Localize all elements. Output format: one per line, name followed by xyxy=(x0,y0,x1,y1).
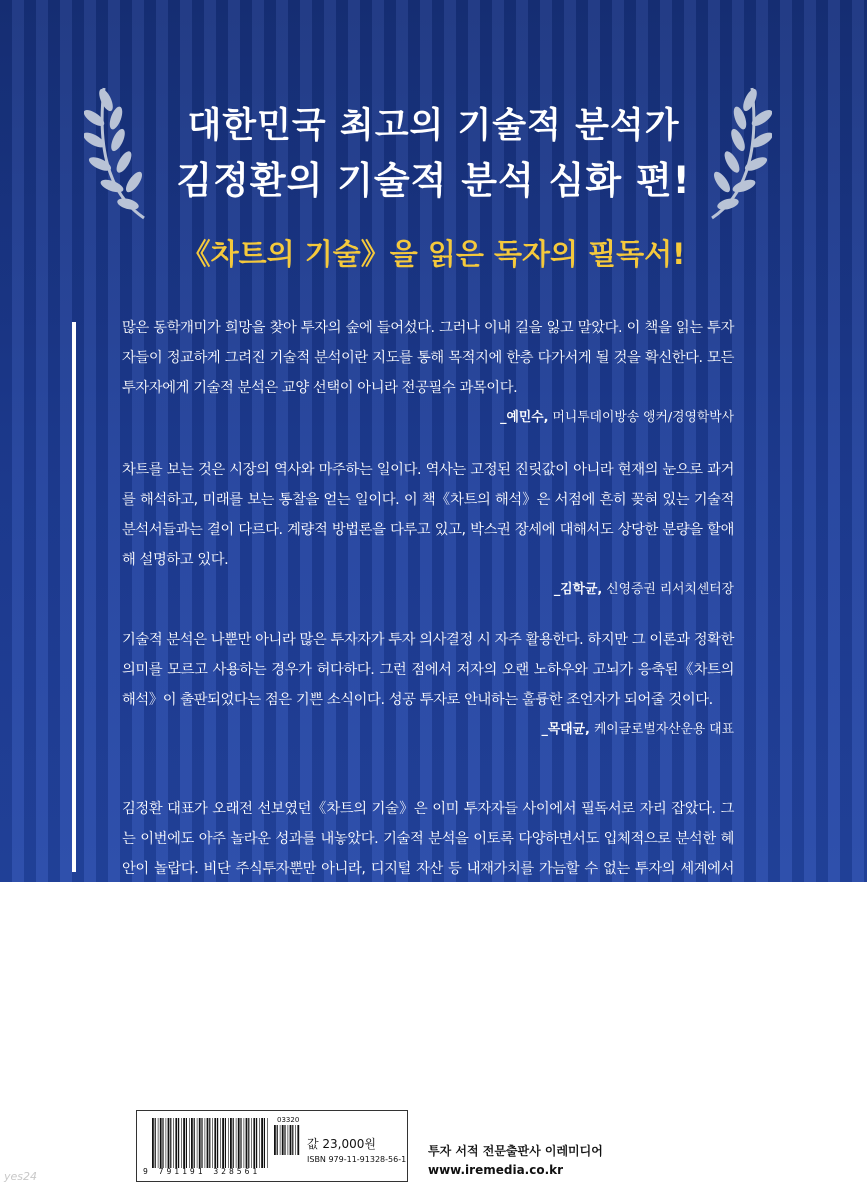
quote-attribution xyxy=(122,577,734,603)
endorsement-quote xyxy=(122,794,734,942)
quote-role: 신영증권 리서치센터장 xyxy=(602,582,734,597)
quote-text: 기술적 분석은 나뿐만 아니라 많은 투자자가 투자 의사결정 시 자주 활용한다. 하지만 그 이론과 정확한 의미를 모르고 사용하는 경우가 허다하다. 그런 점에서 저자의 오랜 노하우와 고뇌가 응축된《차트의 해석》이 출판되었다는 점은 기쁜 소식이다. 성공 투자로 안내하는 훌륭한 조언자가 되어줄 것이다. xyxy=(122,632,735,708)
publisher-website: www.iremedia.co.kr xyxy=(428,1163,564,1177)
quote-text: 차트를 보는 것은 시장의 역사와 마주하는 일이다. 역사는 고정된 진릿값이 아니라 현재의 눈으로 과거를 해석하고, 미래를 보는 통찰을 얻는 일이다. 이 책《차트의 해석》은 서점에 흔히 꽂혀 있는 기술적 분석서들과는 결이 다르다. 계량적 방법론을 다루고 있고, 박스권 장세에 대해서도 상당한 분량을 할애해 설명하고 있다. xyxy=(122,462,734,568)
quote-role: 머니투데이방송 앵커/경영학박사 xyxy=(548,410,734,425)
barcode-label xyxy=(136,1110,408,1182)
price: 값 23,000원 xyxy=(307,1137,376,1151)
addon-barcode xyxy=(273,1125,301,1155)
headline-line-2: 김정환의 기술적 분석 심화 편! xyxy=(176,159,691,202)
barcode-number: 9 791191 328561 xyxy=(143,1167,261,1176)
endorsement-quote xyxy=(122,313,734,431)
subheadline: 《차트의 기술》을 읽은 독자의 필독서! xyxy=(181,237,686,271)
quote-attribution xyxy=(122,717,734,743)
quote-role: <매경이코노미> 기자 xyxy=(605,921,734,936)
quote-attribution xyxy=(122,916,734,942)
publisher-name: 투자 서적 전문출판사 이레미디어 xyxy=(428,1144,603,1158)
quote-author: _목대균, xyxy=(541,722,590,737)
endorsement-quote xyxy=(122,455,734,603)
quote-author: _예민수, xyxy=(500,410,549,425)
headline-line-1: 대한민국 최고의 기술적 분석가 xyxy=(187,106,680,146)
quote-author: _김학균, xyxy=(553,582,603,597)
quote-role: 케이글로벌자산운용 대표 xyxy=(589,722,734,737)
quote-author: _배준희, xyxy=(557,921,606,936)
quote-attribution xyxy=(122,405,734,431)
addon-code: 03320 xyxy=(277,1116,300,1124)
quote-text: 김정환 대표가 오래전 선보였던《차트의 기술》은 이미 투자자들 사이에서 필독서로 자리 잡았다. 그는 이번에도 아주 놀라운 성과를 내놓았다. 기술적 분석을 이토록 다양하면서도 입체적으로 분석한 혜안이 놀랍다. 비단 주식투자뿐만 아니라, 디지털 자산 등 내재가치를 가늠할 수 없는 투자의 세계에서 치열하게 생존을 고민하는 투자자들에게 이 책은 든든한 나침반이 되어줄 것이다. xyxy=(122,801,734,907)
isbn: ISBN 979-11-91328-56-1 xyxy=(307,1155,407,1164)
isbn-barcode xyxy=(151,1118,271,1168)
endorsement-quote xyxy=(122,625,734,743)
quote-text: 많은 동학개미가 희망을 찾아 투자의 숲에 들어섰다. 그러나 이내 길을 잃고 말았다. 이 책을 읽는 투자자들이 정교하게 그려진 기술적 분석이란 지도를 통해 목적지에 한층 다가서게 될 것을 확신한다. 모든 투자자에게 기술적 분석은 교양 선택이 아니라 전공필수 과목이다. xyxy=(122,320,734,396)
quote-rule xyxy=(72,322,76,872)
watermark: yes24 xyxy=(4,1170,38,1183)
